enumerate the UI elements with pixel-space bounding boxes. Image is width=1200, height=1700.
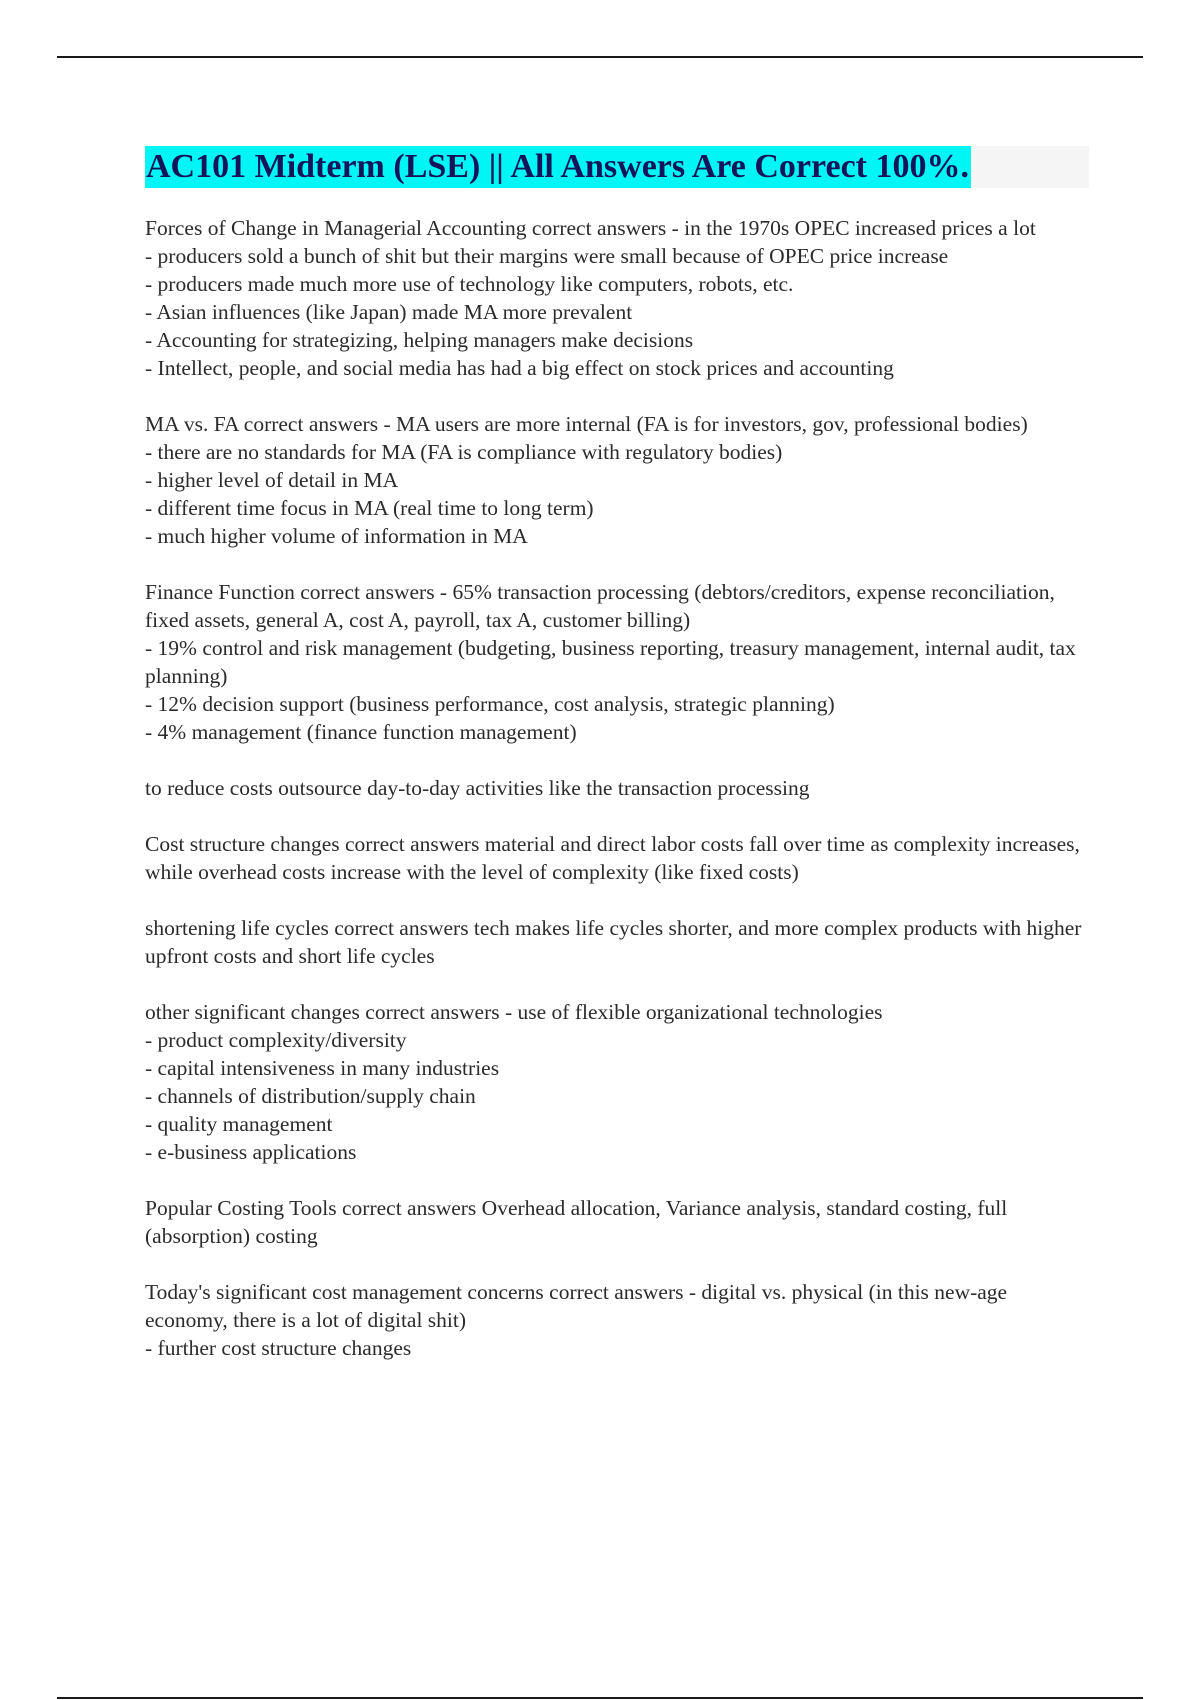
qa-section — [145, 998, 1095, 1166]
qa-question-line: shortening life cycles correct answers tech makes life cycles shorter, and more complex products with higher upfront costs and short life cycles — [145, 916, 1082, 968]
qa-question-line: Forces of Change in Managerial Accounting correct answers - in the 1970s OPEC increased prices a lot — [145, 216, 1036, 240]
qa-answer-line: - Accounting for strategizing, helping managers make decisions — [145, 328, 694, 352]
qa-question-line: Cost structure changes correct answers material and direct labor costs fall over time as complexity increases, while overhead costs increase with the level of complexity (like fixed costs) — [145, 832, 1080, 884]
qa-answer-line: - further cost structure changes — [145, 1336, 412, 1360]
qa-question-line: Popular Costing Tools correct answers Overhead allocation, Variance analysis, standard costing, full (absorption) costing — [145, 1196, 1008, 1248]
qa-question-line: other significant changes correct answers - use of flexible organizational technologies — [145, 1000, 883, 1024]
qa-question-line: MA vs. FA correct answers - MA users are more internal (FA is for investors, gov, professional bodies) — [145, 412, 1028, 436]
qa-section — [145, 1278, 1095, 1362]
qa-section — [145, 410, 1095, 550]
qa-answer-line: - quality management — [145, 1112, 333, 1136]
footer-rule — [57, 1697, 1143, 1699]
qa-section — [145, 774, 1095, 802]
qa-answer-line: - Asian influences (like Japan) made MA more prevalent — [145, 300, 633, 324]
qa-answer-line: - Intellect, people, and social media has had a big effect on stock prices and accounting — [145, 356, 894, 380]
qa-answer-line: - 4% management (finance function management) — [145, 720, 577, 744]
qa-question-line: Finance Function correct answers - 65% transaction processing (debtors/creditors, expense reconciliation, fixed assets, general A, cost A, payroll, tax A, customer billing) — [145, 580, 1055, 632]
qa-answer-line: - 19% control and risk management (budgeting, business reporting, treasury management, internal audit, tax planning) — [145, 636, 1076, 688]
qa-question-line: to reduce costs outsource day-to-day activities like the transaction processing — [145, 776, 810, 800]
qa-answer-line: - capital intensiveness in many industries — [145, 1056, 500, 1080]
qa-section — [145, 830, 1095, 886]
qa-answer-line: - 12% decision support (business performance, cost analysis, strategic planning) — [145, 692, 835, 716]
qa-answer-line: - different time focus in MA (real time to long term) — [145, 496, 594, 520]
qa-answer-line: - product complexity/diversity — [145, 1028, 407, 1052]
qa-answer-line: - channels of distribution/supply chain — [145, 1084, 476, 1108]
qa-section — [145, 1194, 1095, 1250]
qa-answer-line: - producers sold a bunch of shit but their margins were small because of OPEC price increase — [145, 244, 949, 268]
qa-answer-line: - there are no standards for MA (FA is compliance with regulatory bodies) — [145, 440, 783, 464]
qa-answer-line: - e-business applications — [145, 1140, 357, 1164]
qa-answer-line: - producers made much more use of technology like computers, robots, etc. — [145, 272, 794, 296]
qa-answer-line: - much higher volume of information in MA — [145, 524, 528, 548]
qa-answer-line: - higher level of detail in MA — [145, 468, 399, 492]
header-rule — [57, 56, 1143, 58]
document-title: AC101 Midterm (LSE) || All Answers Are Correct 100%. — [145, 146, 971, 188]
document-body — [145, 214, 1095, 1390]
qa-section — [145, 214, 1095, 382]
qa-question-line: Today's significant cost management concerns correct answers - digital vs. physical (in this new-age economy, there is a lot of digital shit) — [145, 1280, 1008, 1332]
qa-section — [145, 914, 1095, 970]
qa-section — [145, 578, 1095, 746]
